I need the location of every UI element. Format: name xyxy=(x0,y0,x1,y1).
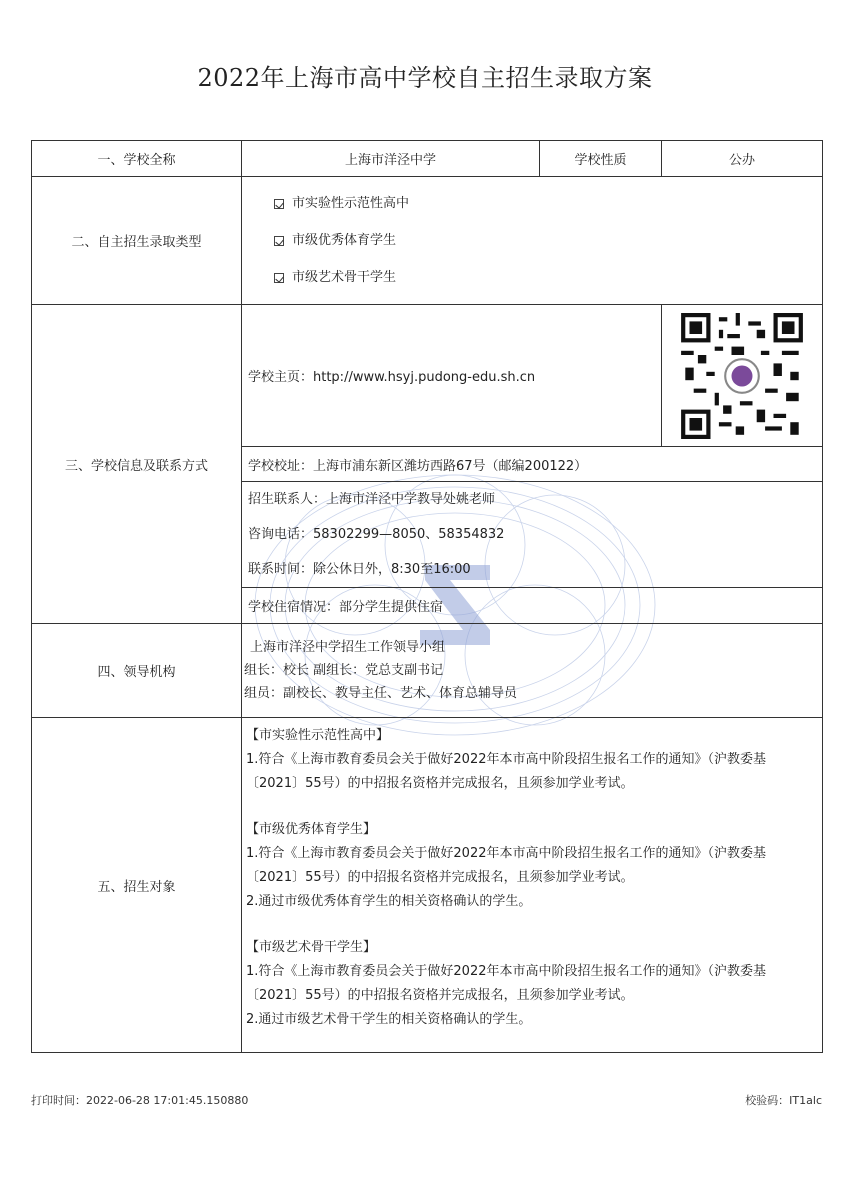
print-time: 打印时间：2022-06-28 17:01:45.150880 xyxy=(31,1094,249,1107)
section-heading: 【市级优秀体育学生】 xyxy=(246,822,377,837)
type-label: 市实验性示范性高中 xyxy=(292,196,410,211)
section-item: 2.通过市级优秀体育学生的相关资格确认的学生。 xyxy=(246,894,532,909)
leadership-line: 上海市洋泾中学招生工作领导小组 xyxy=(250,640,446,655)
section-heading: 【市级艺术骨干学生】 xyxy=(246,940,377,955)
targets-label: 五、招生对象 xyxy=(32,718,242,1053)
type-item[interactable] xyxy=(274,259,822,296)
section-heading: 【市实验性示范性高中】 xyxy=(246,728,390,743)
leadership-block xyxy=(242,624,823,718)
phone-text: 咨询电话：58302299—8050、58354832 xyxy=(248,527,505,542)
page-title: 2022年上海市高中学校自主招生录取方案 xyxy=(197,64,653,92)
contact-person-text: 招生联系人：上海市洋泾中学教导处姚老师 xyxy=(248,492,496,507)
school-nature-value: 公办 xyxy=(662,141,823,177)
checkbox-icon[interactable] xyxy=(274,273,284,283)
checkbox-icon[interactable] xyxy=(274,199,284,209)
hours-text: 联系时间：除公休日外，8:30至16:00 xyxy=(248,562,471,577)
row-admission-types xyxy=(32,177,823,305)
checksum: 校验码：IT1alc xyxy=(745,1094,822,1107)
qr-code-icon xyxy=(681,313,803,439)
section-item: 1.符合《上海市教育委员会关于做好2022年本市高中阶段招生报名工作的通知》（沪教委基〔2021〕55号）的中招报名资格并完成报名，且须参加学业考试。 xyxy=(246,752,766,791)
school-name-label: 一、学校全称 xyxy=(32,141,242,177)
section-item: 1.符合《上海市教育委员会关于做好2022年本市高中阶段招生报名工作的通知》（沪教委基〔2021〕55号）的中招报名资格并完成报名，且须参加学业考试。 xyxy=(246,846,766,885)
leadership-label: 四、领导机构 xyxy=(32,624,242,718)
admission-types-label: 二、自主招生录取类型 xyxy=(32,177,242,305)
contact-block xyxy=(242,482,823,588)
admission-form-table xyxy=(31,140,823,1053)
admission-types-list xyxy=(242,177,823,305)
qr-code-cell xyxy=(662,305,823,447)
type-item[interactable] xyxy=(274,222,822,259)
leadership-line: 组长：校长 副组长：党总支副书记 xyxy=(244,663,444,678)
leadership-line: 组员：副校长、教导主任、艺术、体育总辅导员 xyxy=(244,686,518,701)
row-homepage xyxy=(32,305,823,447)
address-text: 学校校址：上海市浦东新区潍坊西路67号（邮编200122） xyxy=(242,447,823,482)
school-name-value: 上海市洋泾中学 xyxy=(242,141,540,177)
checkbox-icon[interactable] xyxy=(274,236,284,246)
section-item: 1.符合《上海市教育委员会关于做好2022年本市高中阶段招生报名工作的通知》（沪教委基〔2021〕55号）的中招报名资格并完成报名，且须参加学业考试。 xyxy=(246,964,766,1003)
lodging-text: 学校住宿情况：部分学生提供住宿 xyxy=(242,588,823,624)
row-targets xyxy=(32,718,823,1053)
type-item[interactable] xyxy=(274,185,822,222)
row-school-name xyxy=(32,141,823,177)
row-leadership xyxy=(32,624,823,718)
type-label: 市级艺术骨干学生 xyxy=(292,270,397,285)
homepage-text: 学校主页：http://www.hsyj.pudong-edu.sh.cn xyxy=(242,305,662,447)
targets-block xyxy=(242,718,823,1053)
school-info-label: 三、学校信息及联系方式 xyxy=(32,305,242,624)
school-nature-label: 学校性质 xyxy=(540,141,662,177)
section-item: 2.通过市级艺术骨干学生的相关资格确认的学生。 xyxy=(246,1012,532,1027)
type-label: 市级优秀体育学生 xyxy=(292,233,397,248)
